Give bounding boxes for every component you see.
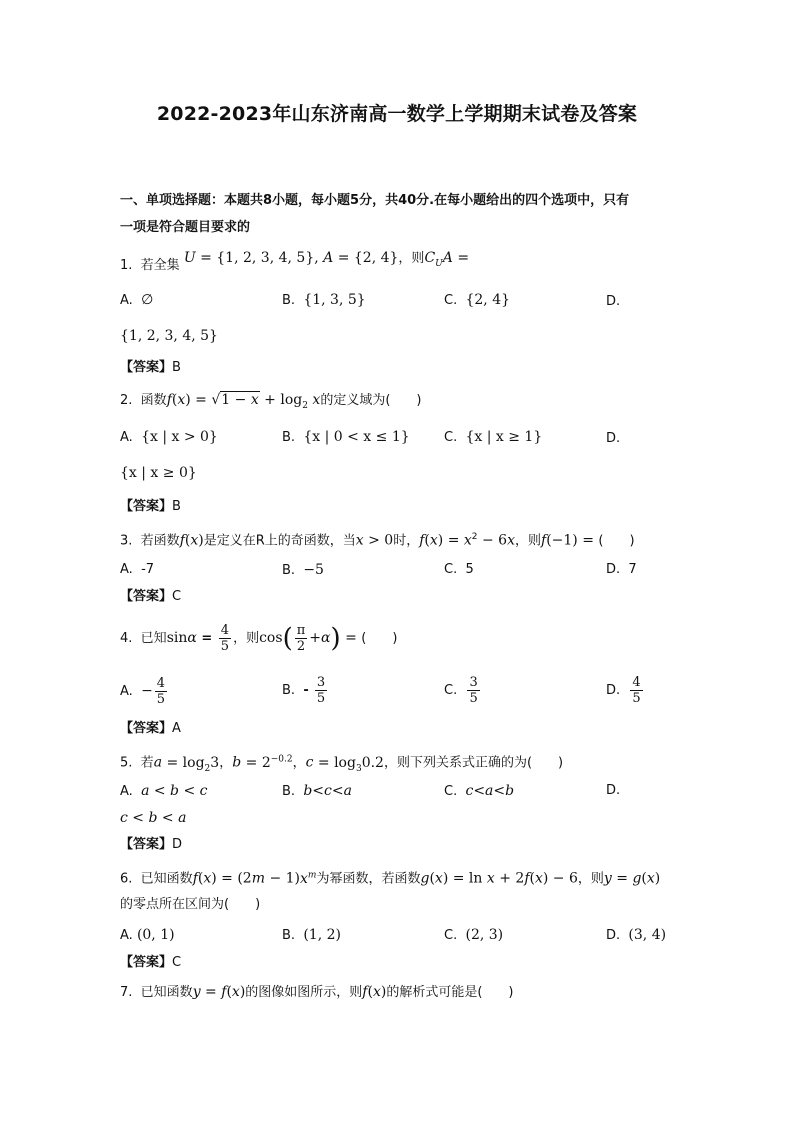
question-5-option-c: C. c<a<b [444, 783, 515, 799]
question-6-option-c: C. (2, 3) [444, 927, 504, 943]
question-2-stem: 2. 函数$f(x) = √1 - x + \log_2 x$的定义域为( ) [120, 392, 422, 411]
question-5-option-a: A. a < b < c [120, 783, 208, 799]
question-5-option-d: c < b < a [120, 810, 187, 826]
question-2-option-d: {x | x ≥ 0} [120, 465, 197, 481]
question-2-option-a: A. {x | x > 0} [120, 429, 218, 445]
question-5-answer: 【答案】D [120, 837, 183, 852]
question-5-stem: 5. 若$a = \log_23$，$b = 2^{-0.2}$，$c = \log_30.2$，则下列关系式正确的为( ) [120, 754, 564, 774]
question-6-option-d: D. (3, 4) [606, 927, 667, 943]
question-1-option-d: {1, 2, 3, 4, 5} [120, 328, 218, 344]
question-1-option-d-label: D. [606, 294, 621, 309]
question-6-answer: 【答案】C [120, 955, 182, 970]
question-2-option-b: B. {x | 0 < x ≤ 1} [282, 429, 410, 445]
question-1-answer: 【答案】B [120, 360, 181, 375]
question-4-stem: 4. 已知sinα = $\frac{4}{5}$ ，则cos( $\frac{\pi}{2}$ +α) = ( ) [120, 623, 398, 654]
question-4-answer: 【答案】A [120, 721, 181, 736]
question-4-option-c: C. $\frac{3}{5}$ [444, 675, 478, 706]
question-3-answer: 【答案】C [120, 589, 182, 604]
question-3-option-d: D. 7 [606, 562, 637, 577]
question-2-option-c: C. {x | x ≥ 1} [444, 429, 543, 445]
question-1-math: U [183, 250, 196, 266]
document-title: 2022-2023年山东济南高一数学上学期期末试卷及答案 [156, 103, 638, 125]
question-3-option-c: C. 5 [444, 562, 474, 577]
question-3-option-a: A. -7 [120, 562, 155, 577]
question-2-answer: 【答案】B [120, 499, 181, 514]
question-6-stem-line-2: 的零点所在区间为( ) [120, 897, 261, 912]
question-5-option-d-label: D. [606, 783, 621, 798]
question-1-text: 若全集 [140, 258, 180, 273]
question-4-option-d: D. $\frac{4}{5}$ [606, 675, 641, 706]
section-instructions-line-1: 一、单项选择题：本题共8小题，每小题5分，共40分.在每小题给出的四个选项中，只有 [120, 193, 630, 208]
question-1-number: 1. [120, 258, 133, 273]
section-instructions-line-2: 一项是符合题目要求的 [120, 220, 251, 235]
question-6-option-a: A. (0, 1) [120, 927, 175, 943]
question-3-option-b: B. −5 [282, 562, 324, 578]
question-1-option-a: A. ∅ [120, 292, 154, 308]
question-7-stem: 7. 已知函数y = f(x)的图像如图所示，则f(x)的解析式可能是( ) [120, 984, 514, 1000]
question-2-option-d-label: D. [606, 431, 621, 446]
question-6-stem: 6. 已知函数$f(x) = (2m - 1)x^m$为幂函数，若函数g(x) = ln x + 2f(x) − 6，则y = g(x) [120, 870, 661, 887]
question-3-stem: 3. 若函数f(x)是定义在R上的奇函数，当x > 0时，$f(x) = x^2 - 6x$，则f(−1) = ( ) [120, 532, 635, 549]
question-6-option-b: B. (1, 2) [282, 927, 341, 943]
question-4-option-b: B. - $\frac{3}{5}$ [282, 675, 326, 706]
question-5-option-b: B. b<c<a [282, 783, 352, 799]
question-1-option-b: B. {1, 3, 5} [282, 292, 366, 308]
question-4-option-a: A. − $\frac{4}{5}$ [120, 676, 166, 707]
question-1-option-c: C. {2, 4} [444, 292, 511, 308]
question-1-stem: 1. 若全集 U = {1, 2, 3, 4, 5}, A = {2, 4}，则$C_UA$ = [120, 250, 470, 273]
